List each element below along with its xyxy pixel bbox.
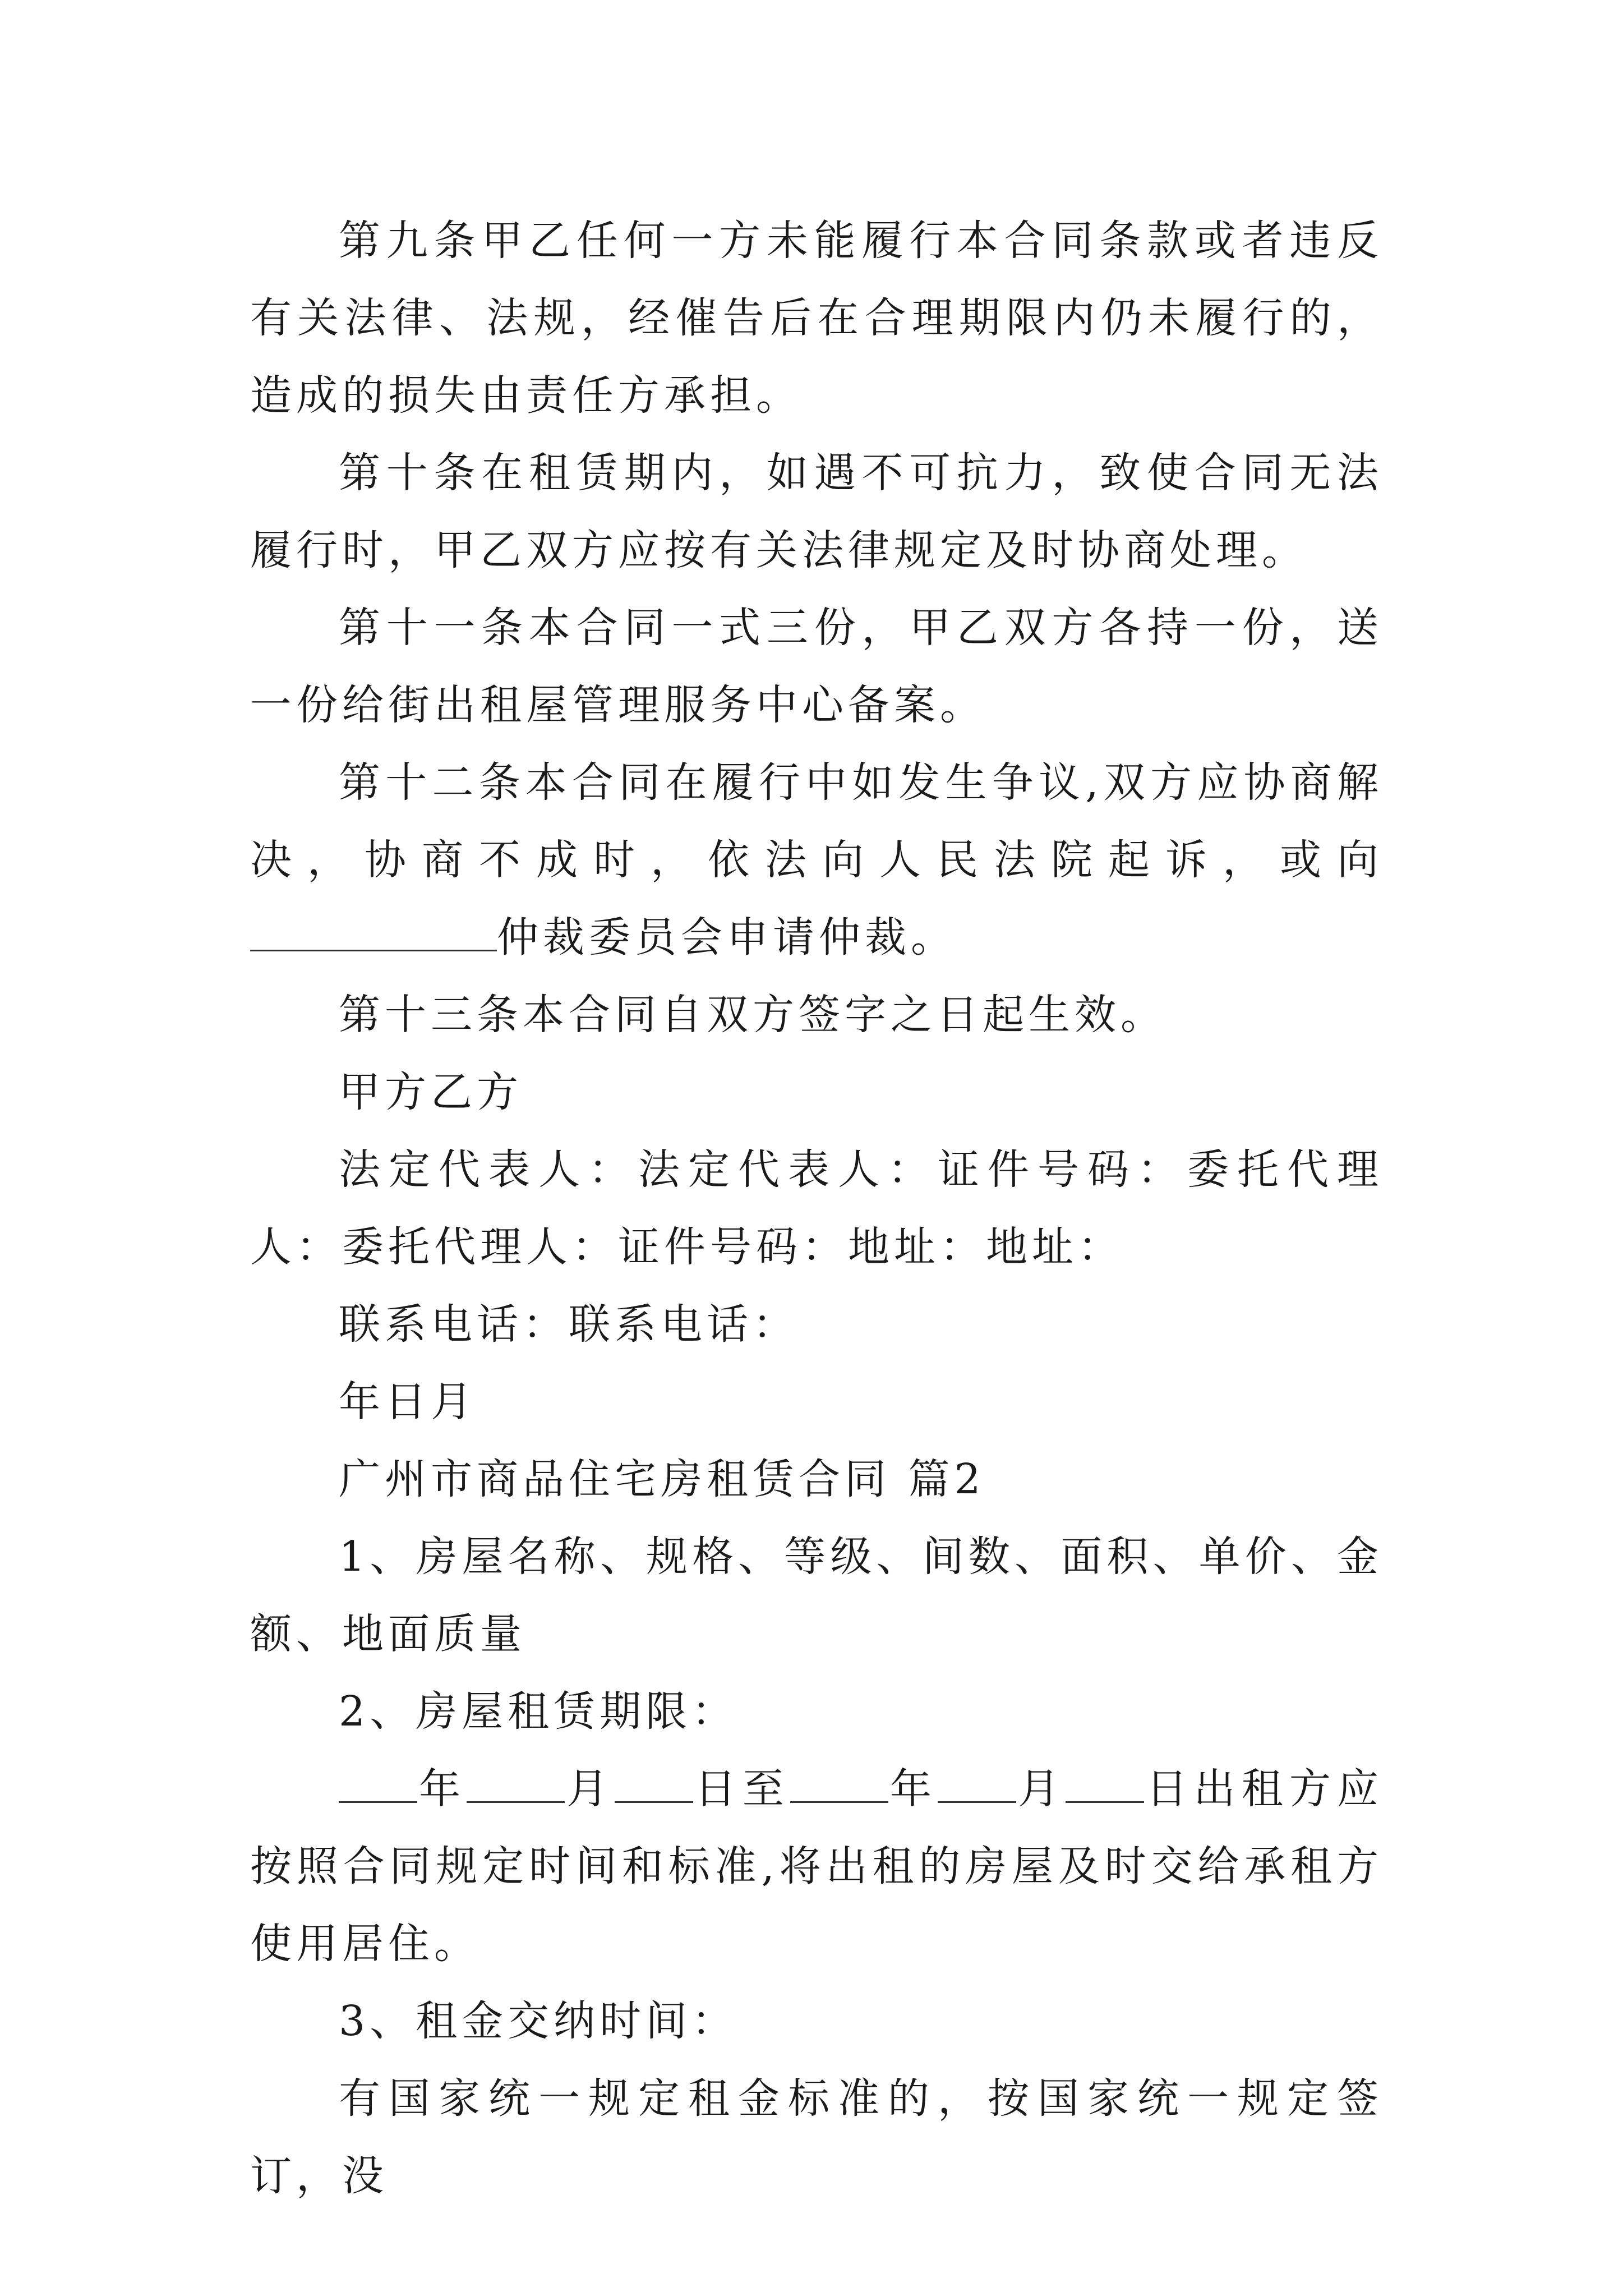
lease-period-text: 日出租方应按照合同规定时间和标准,将出租的房屋及时交给承租方使用居住。 [250, 1765, 1383, 1968]
start-year-blank [339, 1762, 417, 1803]
start-year-label: 年 [417, 1765, 467, 1813]
party-headings: 甲方乙方 [339, 1068, 523, 1116]
start-month-blank [467, 1762, 565, 1803]
start-day-blank [615, 1762, 693, 1803]
clause-11: 第十一条本合同一式三份，甲乙双方各持一份，送一份给街出租屋管理服务中心备案。 [250, 604, 1383, 729]
item-2: 2、房屋租赁期限： [339, 1687, 738, 1736]
clause-12-text-before: 第十二条本合同在履行中如发生争议,双方应协商解决，协商不成时，依法向人民法院起诉，或向 [250, 758, 1383, 884]
end-month-label: 月 [1016, 1765, 1066, 1813]
section-title: 广州市商品住宅房租赁合同 篇2 [339, 1455, 985, 1503]
end-month-blank [938, 1762, 1016, 1803]
item-3: 3、租金交纳时间： [339, 1997, 738, 2045]
clause-12 [250, 744, 1383, 976]
arbitration-blank [250, 910, 497, 951]
party-details: 法定代表人：法定代表人：证件号码：委托代理人：委托代理人：证件号码：地址：地址： [250, 1145, 1383, 1271]
end-year-label: 年 [888, 1765, 938, 1813]
start-day-label: 日至 [693, 1765, 790, 1813]
clause-13: 第十三条本合同自双方签字之日起生效。 [339, 991, 1166, 1039]
clause-9: 第九条甲乙任何一方未能履行本合同条款或者违反有关法律、法规，经催告后在合理期限内仍未履行的，造成的损失由责任方承担。 [250, 217, 1383, 420]
end-day-blank [1066, 1762, 1144, 1803]
signing-date: 年日月 [339, 1378, 477, 1426]
contact-phones: 联系电话：联系电话： [339, 1300, 799, 1349]
end-year-blank [790, 1762, 888, 1803]
item-1: 1、房屋名称、规格、等级、间数、面积、单价、金额、地面质量 [250, 1533, 1383, 1658]
start-month-label: 月 [565, 1765, 615, 1813]
clause-12-text-after: 仲裁委员会申请仲裁。 [497, 913, 957, 961]
lease-period [250, 1750, 1383, 1982]
rent-standard: 有国家统一规定租金标准的，按国家统一规定签订，没 [250, 2074, 1383, 2200]
document-body [250, 202, 1383, 2215]
clause-10: 第十条在租赁期内，如遇不可抗力，致使合同无法履行时，甲乙双方应按有关法律规定及时协商处理。 [250, 449, 1383, 574]
